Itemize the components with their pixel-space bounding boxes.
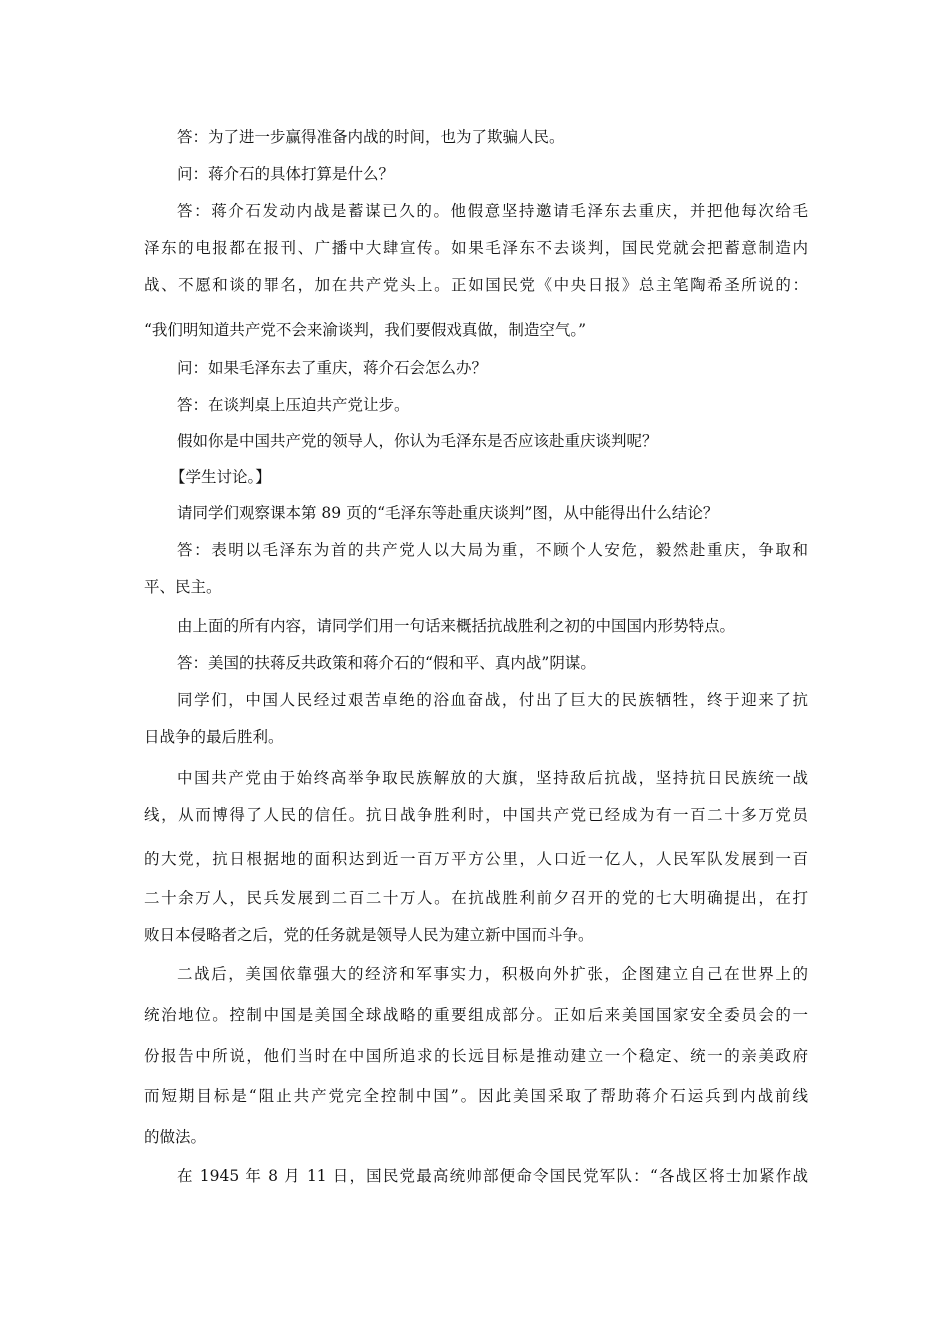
text-line: 线，从而博得了人民的信任。抗日战争胜利时，中国共产党已经成为有一百二十多万党员 <box>144 806 808 824</box>
text-line: 假如你是中国共产党的领导人，你认为毛泽东是否应该赴重庆谈判呢？ <box>177 432 658 450</box>
text-line: 统治地位。控制中国是美国全球战略的重要组成部分。正如后来美国国家安全委员会的一 <box>144 1006 808 1024</box>
text-line: 由上面的所有内容，请同学们用一句话来概括抗战胜利之初的中国国内形势特点。 <box>177 617 736 635</box>
text-line: 答：美国的扶蒋反共政策和蒋介石的“假和平、真内战”阴谋。 <box>177 654 596 672</box>
text-line: 二战后，美国依靠强大的经济和军事实力，积极向外扩张，企图建立自己在世界上的 <box>177 965 808 983</box>
text-line: 在 1945 年 8 月 11 日，国民党最高统帅部便命令国民党军队：“各战区将士加紧作战 <box>177 1167 808 1185</box>
text-line: 中国共产党由于始终高举争取民族解放的大旗，坚持敌后抗战，坚持抗日民族统一战 <box>177 769 808 787</box>
text-line: 请同学们观察课本第 89 页的“毛泽东等赴重庆谈判”图，从中能得出什么结论？ <box>177 504 719 522</box>
text-line: 答：在谈判桌上压迫共产党让步。 <box>177 396 410 414</box>
text-line: 日战争的最后胜利。 <box>144 728 284 746</box>
text-line: 问：蒋介石的具体打算是什么？ <box>177 165 395 183</box>
text-line: 份报告中所说，他们当时在中国所追求的长远目标是推动建立一个稳定、统一的亲美政府 <box>144 1047 808 1065</box>
text-line: 【学生讨论。】 <box>170 468 271 486</box>
text-line: 问：如果毛泽东去了重庆，蒋介石会怎么办？ <box>177 359 488 377</box>
text-line: “我们明知道共产党不会来渝谈判，我们要假戏真做，制造空气。” <box>144 321 587 339</box>
text-line: 平、民主。 <box>144 578 222 596</box>
text-line: 答：蒋介石发动内战是蓄谋已久的。他假意坚持邀请毛泽东去重庆，并把他每次给毛 <box>177 202 808 220</box>
text-line: 而短期目标是“阻止共产党完全控制中国”。因此美国采取了帮助蒋介石运兵到内战前线 <box>144 1087 808 1105</box>
text-line: 二十余万人，民兵发展到二百二十万人。在抗战胜利前夕召开的党的七大明确提出，在打 <box>144 889 808 907</box>
text-line: 答：为了进一步赢得准备内战的时间，也为了欺骗人民。 <box>177 128 565 146</box>
text-line: 败日本侵略者之后，党的任务就是领导人民为建立新中国而斗争。 <box>144 926 594 944</box>
text-line: 的做法。 <box>144 1128 207 1146</box>
text-line: 战、不愿和谈的罪名，加在共产党头上。正如国民党《中央日报》总主笔陶希圣所说的： <box>144 276 808 294</box>
text-line: 的大党，抗日根据地的面积达到近一百万平方公里，人口近一亿人，人民军队发展到一百 <box>144 850 808 868</box>
text-line: 泽东的电报都在报刊、广播中大肆宣传。如果毛泽东不去谈判，国民党就会把蓄意制造内 <box>144 239 808 257</box>
text-line: 答：表明以毛泽东为首的共产党人以大局为重，不顾个人安危，毅然赴重庆，争取和 <box>177 541 808 559</box>
text-line: 同学们，中国人民经过艰苦卓绝的浴血奋战，付出了巨大的民族牺牲，终于迎来了抗 <box>177 691 808 709</box>
